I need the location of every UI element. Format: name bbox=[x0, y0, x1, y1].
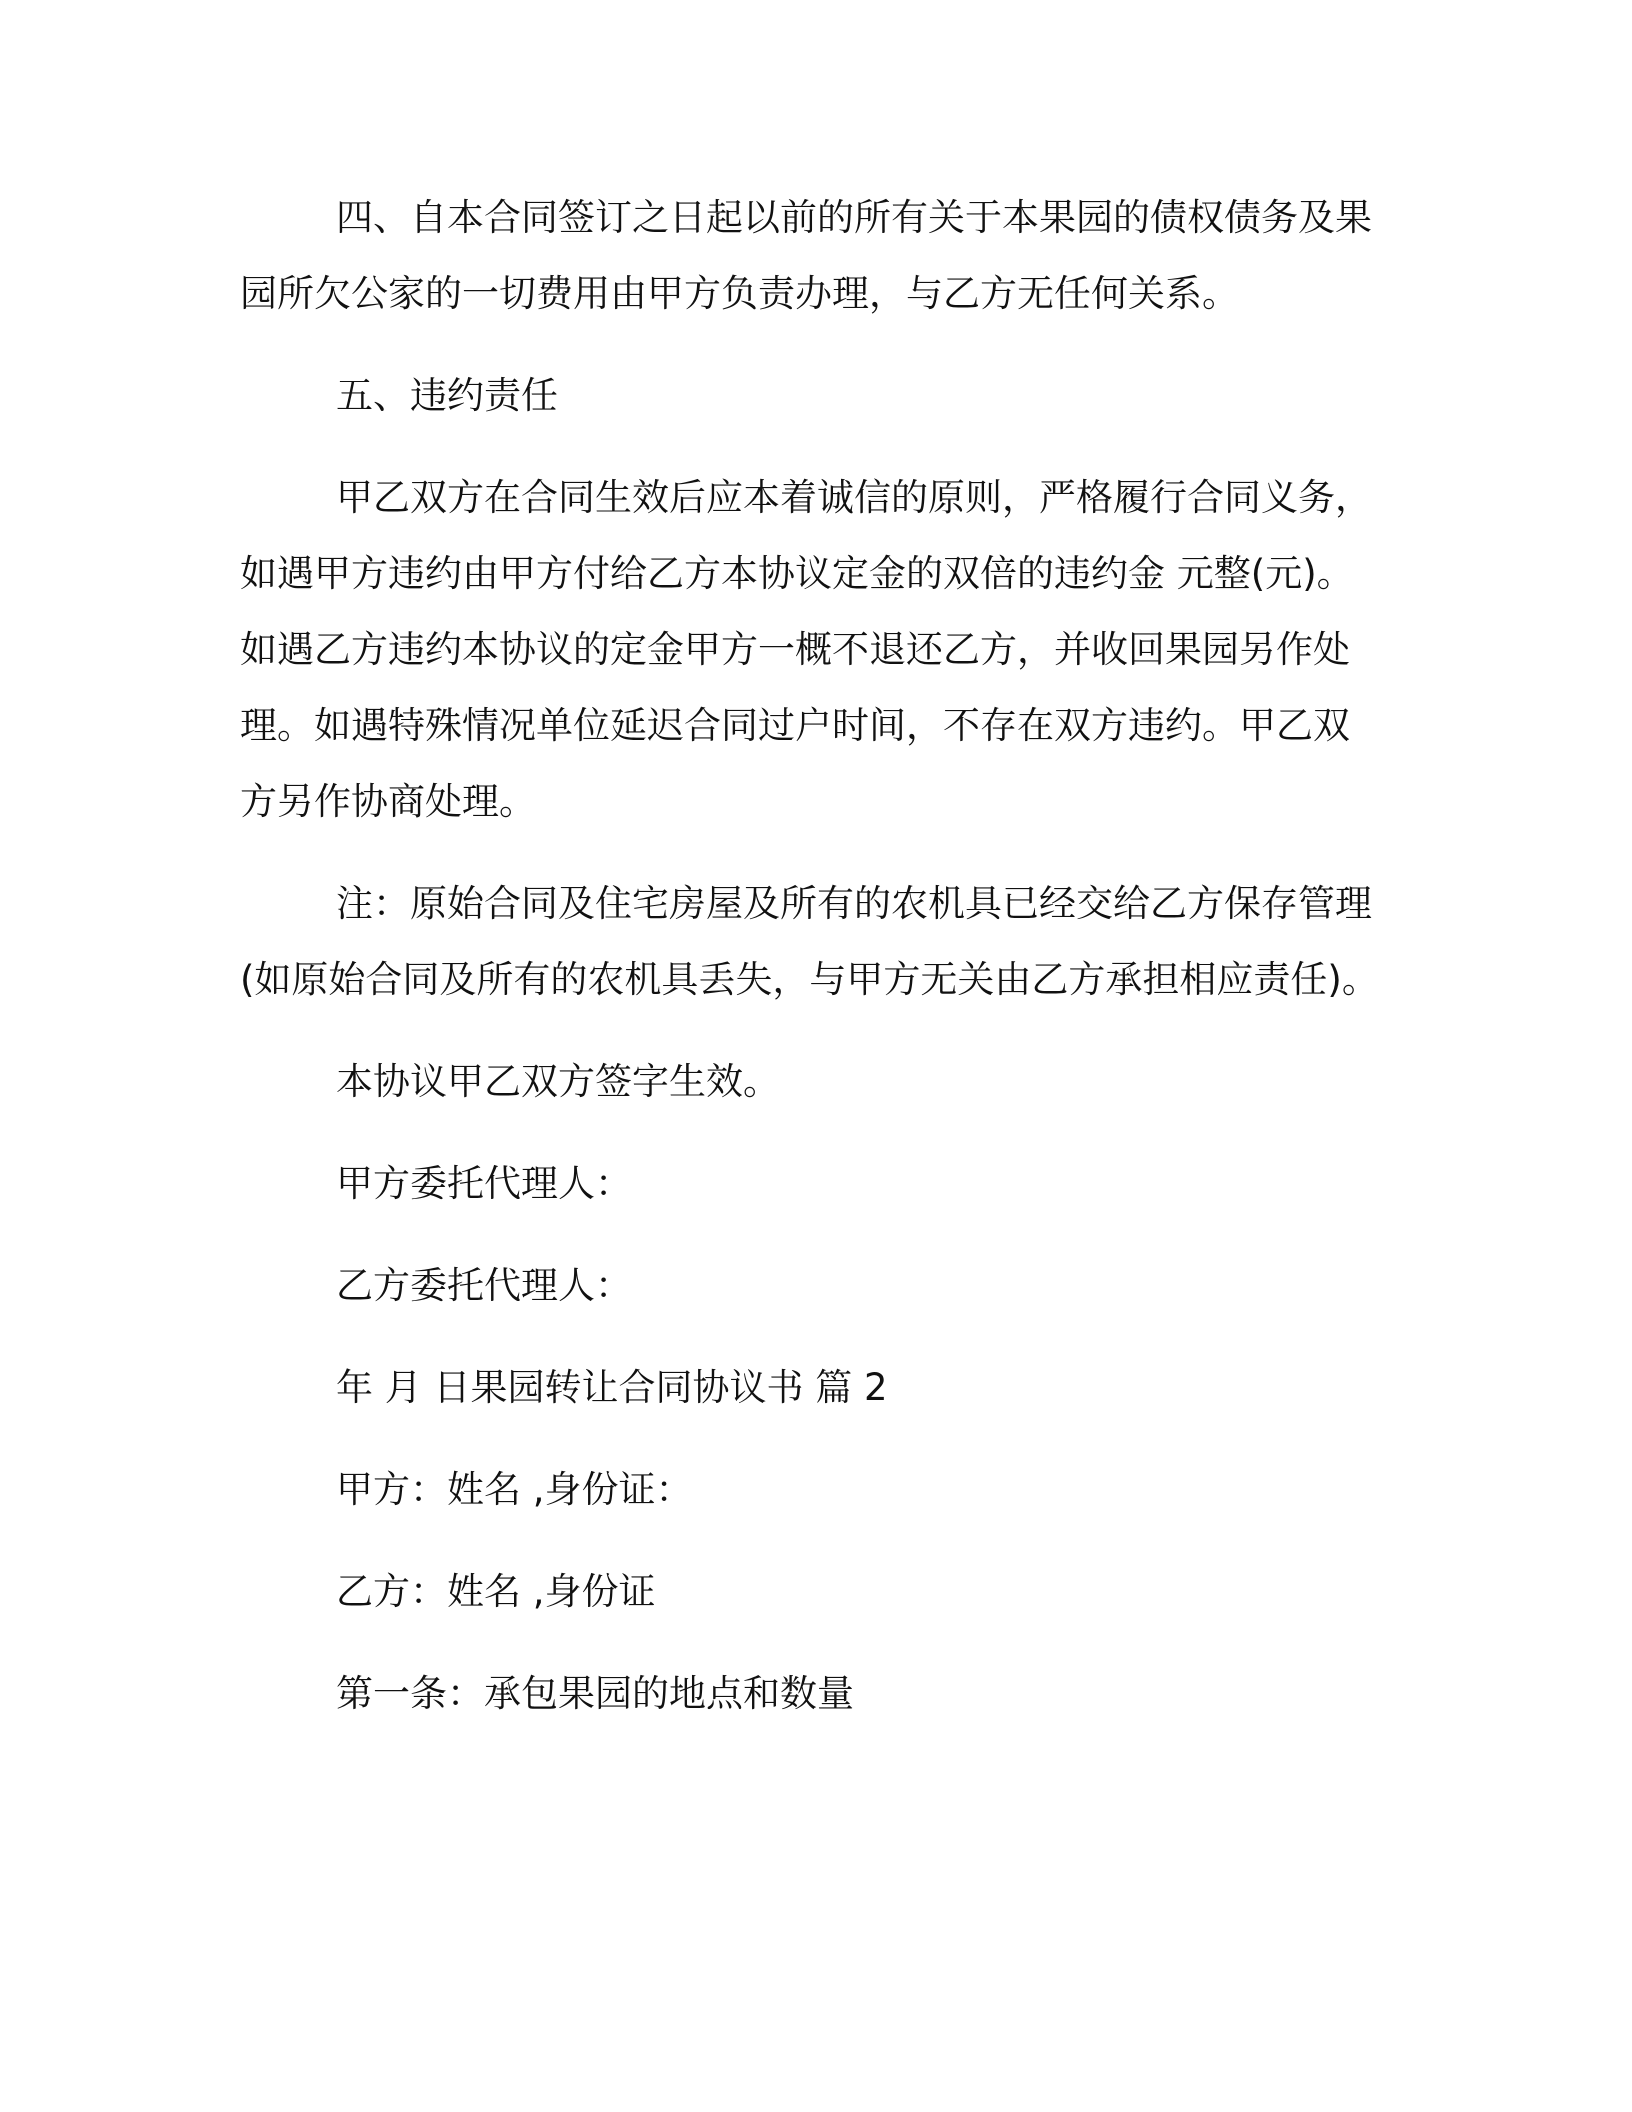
breach-liability-line-3: 如遇乙方违约本协议的定金甲方一概不退还乙方，并收回果园另作处 bbox=[240, 628, 1350, 671]
date-and-title: 年 月 日果园转让合同协议书 篇 2 bbox=[336, 1366, 888, 1409]
party-a-info: 甲方：姓名 ,身份证： bbox=[336, 1468, 693, 1511]
clause-four-line-2: 园所欠公家的一切费用由甲方负责办理，与乙方无任何关系。 bbox=[240, 272, 1239, 315]
breach-liability-line-2: 如遇甲方违约由甲方付给乙方本协议定金的双倍的违约金 元整(元)。 bbox=[240, 552, 1354, 595]
clause-four-line-1: 四、自本合同签订之日起以前的所有关于本果园的债权债务及果 bbox=[336, 196, 1372, 239]
breach-liability-line-4: 理。如遇特殊情况单位延迟合同过户时间，不存在双方违约。甲乙双 bbox=[240, 704, 1350, 747]
party-b-agent: 乙方委托代理人： bbox=[336, 1264, 632, 1307]
party-b-info: 乙方：姓名 ,身份证 bbox=[336, 1570, 656, 1613]
clause-five-heading: 五、违约责任 bbox=[336, 374, 558, 417]
note-line-2: (如原始合同及所有的农机具丢失，与甲方无关由乙方承担相应责任)。 bbox=[240, 958, 1379, 1001]
article-one: 第一条：承包果园的地点和数量 bbox=[336, 1672, 854, 1715]
breach-liability-line-5: 方另作协商处理。 bbox=[240, 780, 536, 823]
party-a-agent: 甲方委托代理人： bbox=[336, 1162, 632, 1205]
effective-statement: 本协议甲乙双方签字生效。 bbox=[336, 1060, 780, 1103]
breach-liability-line-1: 甲乙双方在合同生效后应本着诚信的原则，严格履行合同义务， bbox=[336, 476, 1372, 519]
note-line-1: 注：原始合同及住宅房屋及所有的农机具已经交给乙方保存管理 bbox=[336, 882, 1372, 925]
